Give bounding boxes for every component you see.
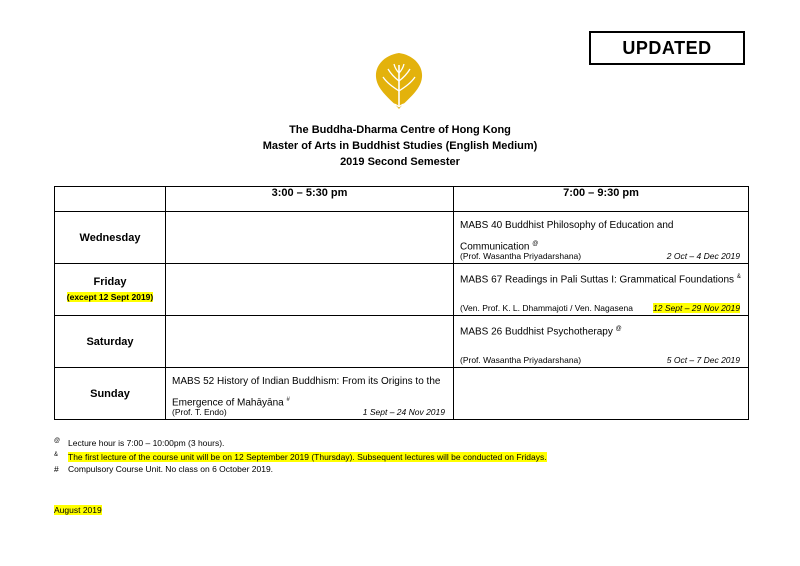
course-teacher: (Prof. T. Endo): [172, 407, 227, 417]
bodhi-leaf-logo: [373, 51, 425, 111]
course-title: MABS 52 History of Indian Buddhism: From its Origins to the Emergence of Mahāyāna: [172, 376, 441, 409]
footnotes: [54, 435, 547, 475]
table-row-saturday: [55, 316, 749, 368]
course-mark: @: [532, 241, 539, 247]
footnote-item: [54, 435, 547, 449]
footnote-text: Lecture hour is 7:00 – 10:00pm (3 hours).: [68, 437, 225, 448]
footnote-text: Compulsory Course Unit. No class on 6 October 2019.: [68, 463, 274, 474]
footnote-symbol: #: [54, 463, 59, 474]
empty-cell: [166, 316, 454, 368]
table-header-row: [55, 187, 749, 212]
course-cell-mabs67: [454, 264, 749, 316]
document-title-block: [0, 122, 800, 170]
footnote-symbol: @: [54, 438, 61, 444]
programme-name: Master of Arts in Buddhist Studies (English Medium): [262, 140, 538, 152]
day-friday: Friday: [93, 276, 127, 288]
course-dates: 12 Sept – 29 Nov 2019: [653, 303, 740, 313]
course-teacher: (Prof. Wasantha Priyadarshana): [460, 355, 582, 365]
table-row-sunday: [55, 368, 749, 420]
course-teacher: (Ven. Prof. K. L. Dhammajoti / Ven. Nagasena: [460, 303, 633, 313]
header-afternoon: 3:00 – 5:30 pm: [166, 187, 454, 212]
course-mark: #: [286, 397, 290, 403]
course-title: MABS 67 Readings in Pali Suttas I: Grammatical Foundations: [460, 274, 735, 286]
course-mark: @: [615, 326, 622, 332]
day-wednesday: Wednesday: [55, 212, 166, 264]
header-corner-cell: [55, 187, 166, 212]
course-dates: 2 Oct – 4 Dec 2019: [666, 251, 740, 261]
empty-cell: [454, 368, 749, 420]
day-saturday: Saturday: [55, 316, 166, 368]
semester-name: 2019 Second Semester: [340, 156, 460, 168]
table-row-friday: [55, 264, 749, 316]
document-date: August 2019: [54, 505, 102, 515]
course-title: MABS 40 Buddhist Philosophy of Education and Communication: [460, 220, 674, 253]
updated-badge: UPDATED: [589, 31, 745, 65]
course-cell-mabs26: [454, 316, 749, 368]
friday-exception-note: (except 12 Sept 2019): [66, 292, 154, 302]
course-dates: 1 Sept – 24 Nov 2019: [362, 407, 445, 417]
empty-cell: [166, 264, 454, 316]
course-cell-mabs52: [166, 368, 454, 420]
schedule-table: [54, 186, 749, 420]
header-evening: 7:00 – 9:30 pm: [454, 187, 749, 212]
footnote-text: The first lecture of the course unit will be on 12 September 2019 (Thursday). Subsequent lectures will be conducted on Fridays.: [68, 451, 547, 462]
course-teacher: (Prof. Wasantha Priyadarshana): [460, 251, 582, 261]
course-mark: &: [736, 274, 741, 280]
footnote-item: [54, 463, 547, 475]
course-title: MABS 26 Buddhist Psychotherapy: [460, 326, 613, 338]
footnote-item: [54, 449, 547, 463]
centre-name: The Buddha-Dharma Centre of Hong Kong: [289, 124, 511, 136]
day-friday-cell: [55, 264, 166, 316]
empty-cell: [166, 212, 454, 264]
day-sunday: Sunday: [55, 368, 166, 420]
course-dates: 5 Oct – 7 Dec 2019: [666, 355, 740, 365]
table-row-wednesday: [55, 212, 749, 264]
course-cell-mabs40: [454, 212, 749, 264]
footnote-symbol: &: [54, 451, 59, 458]
